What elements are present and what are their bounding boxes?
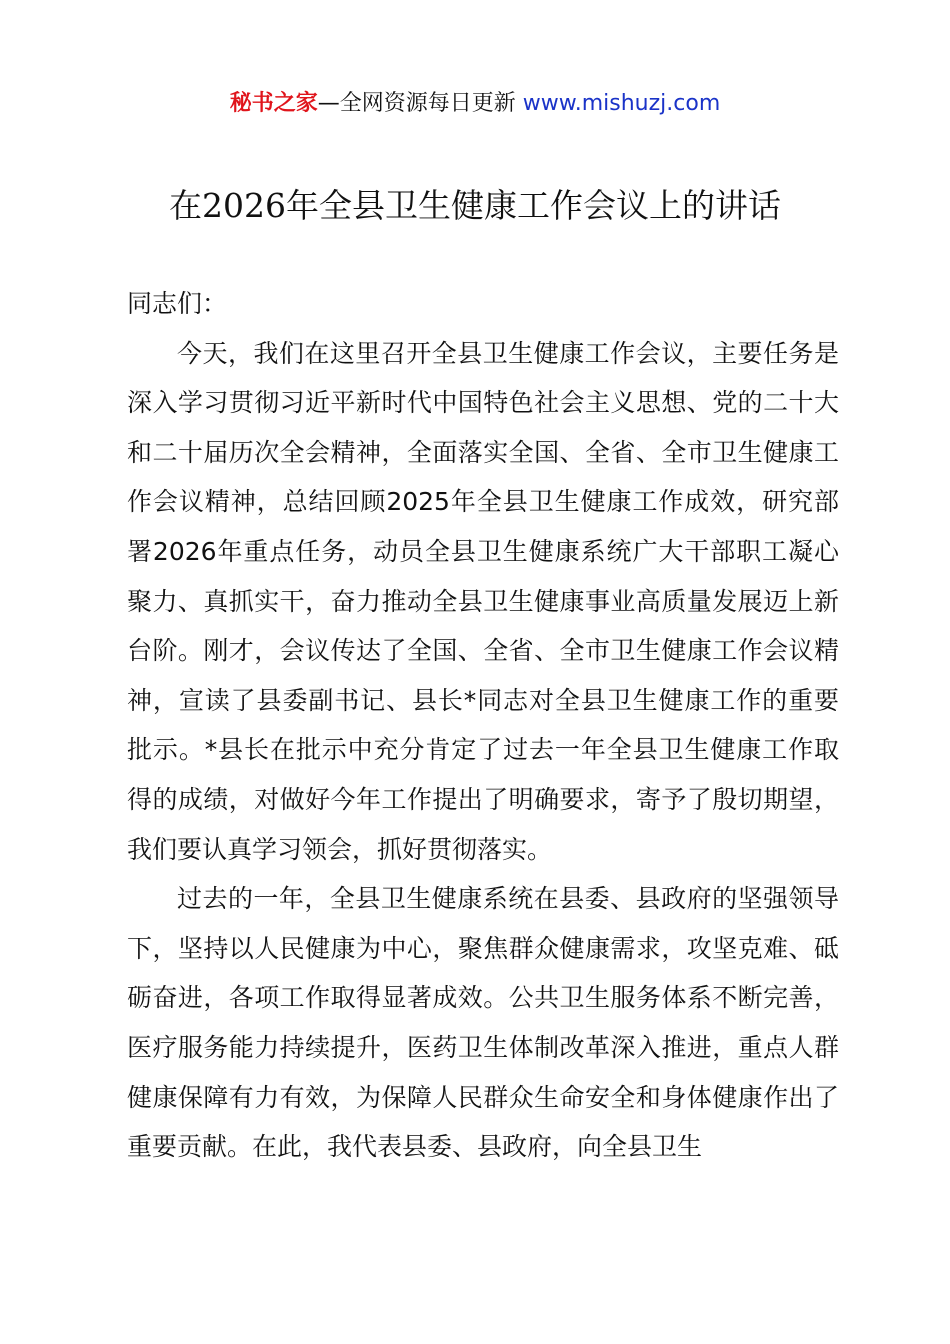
paragraph: 今天，我们在这里召开全县卫生健康工作会议，主要任务是深入学习贯彻习近平新时代中国特色社会主义思想、党的二十大和二十届历次全会精神，全面落实全国、全省、全市卫生健康工作会议精神，总结回顾2025年全县卫生健康工作成效，研究部署2026年重点任务，动员全县卫生健康系统广大干部职工凝心聚力、真抓实干，奋力推动全县卫生健康事业高质量发展迈上新台阶。刚才，会议传达了全国、全省、全市卫生健康工作会议精神，宣读了县委副书记、县长*同志对全县卫生健康工作的重要批示。*县长在批示中充分肯定了过去一年全县卫生健康工作取得的成绩，对做好今年工作提出了明确要求，寄予了殷切期望，我们要认真学习领会，抓好贯彻落实。 [127,338,839,864]
salutation: 同志们： [127,289,228,318]
site-url-link[interactable]: www.mishuzj.com [522,91,721,116]
header-tagline: —全网资源每日更新 [317,91,516,116]
paragraph: 过去的一年，全县卫生健康系统在县委、县政府的坚强领导下，坚持以人民健康为中心，聚焦群众健康需求，攻坚克难、砥砺奋进，各项工作取得显著成效。公共卫生服务体系不断完善，医疗服务能力持续提升，医药卫生体制改革深入推进，重点人群健康保障有力有效，为保障人民群众生命安全和身体健康作出了重要贡献。在此，我代表县委、县政府，向全县卫生 [127,884,839,1162]
document-body [127,279,839,1172]
site-header [0,88,950,120]
brand-name: 秘书之家 [229,91,318,116]
document-title: 在2026年全县卫生健康工作会议上的讲话 [169,186,781,225]
